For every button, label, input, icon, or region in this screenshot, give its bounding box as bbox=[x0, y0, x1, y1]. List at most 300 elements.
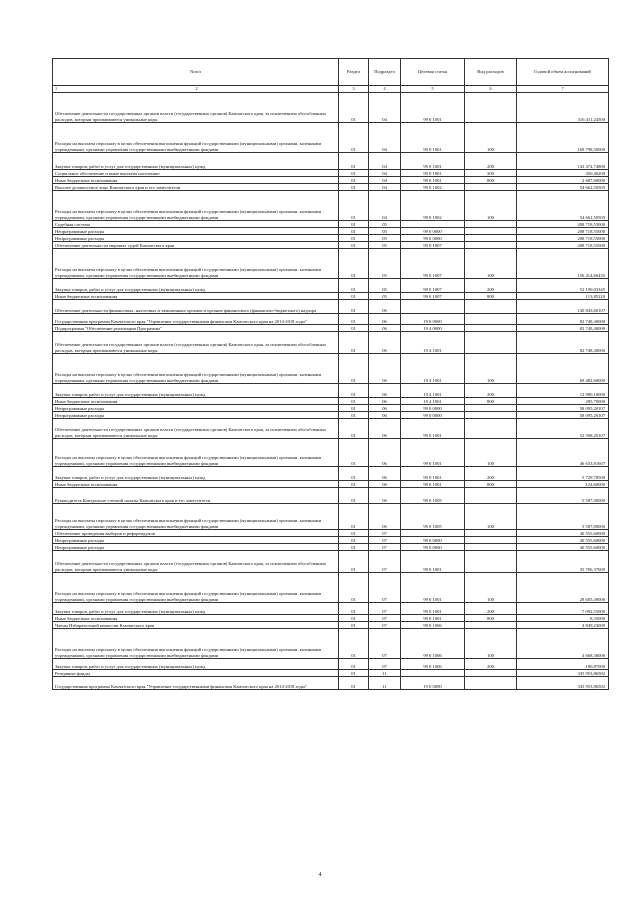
row-subsection: 07 bbox=[369, 603, 401, 615]
row-subsection: 06 bbox=[369, 354, 401, 384]
row-name: Иные бюджетные ассигнования bbox=[53, 398, 339, 405]
row-amount: 143 474,74800 bbox=[517, 153, 609, 170]
row-amount: 335 953,86582 bbox=[517, 677, 609, 690]
header-target-article: Целевая статья bbox=[401, 59, 465, 86]
row-name: Расходы на выплаты персоналу в целях обеспечения выполнения функций государственными (муниципальными) органами, казенными учреждениями, органами управления государственными внебюджетными фондами bbox=[53, 629, 339, 659]
row-subsection: 06 bbox=[369, 325, 401, 332]
row-section: 01 bbox=[339, 398, 369, 405]
row-expense-type: 100 bbox=[465, 191, 517, 221]
row-amount: 28 605,49000 bbox=[517, 573, 609, 603]
row-target-article: 99 0 1002 bbox=[401, 184, 465, 191]
row-amount: 52 508,20107 bbox=[517, 419, 609, 439]
row-subsection: 11 bbox=[369, 670, 401, 677]
index-cell: 1 2 bbox=[53, 86, 339, 93]
budget-table bbox=[52, 58, 609, 690]
table-row bbox=[53, 279, 609, 293]
row-subsection: 06 bbox=[369, 467, 401, 481]
row-target-article: 99 0 1001 bbox=[401, 615, 465, 622]
row-section: 01 bbox=[339, 235, 369, 242]
row-subsection: 04 bbox=[369, 177, 401, 184]
table-row bbox=[53, 354, 609, 384]
row-name: Расходы на выплаты персоналу в целях обеспечения выполнения функций государственными (муниципальными) органами, казенными учреждениями, органами управления государственными внебюджетными фондами bbox=[53, 123, 339, 153]
index-cell: 6 bbox=[465, 86, 517, 93]
table-row bbox=[53, 405, 609, 412]
row-section: 01 bbox=[339, 279, 369, 293]
row-amount: 113,85220 bbox=[517, 293, 609, 300]
row-name: Расходы на выплаты персоналу в целях обеспечения выполнения функций государственными (муниципальными) органами, казенными учреждениями, органами управления государственными внебюджетными фондами bbox=[53, 354, 339, 384]
table-row bbox=[53, 191, 609, 221]
row-target-article: 99 0 1001 bbox=[401, 481, 465, 488]
row-section: 01 bbox=[339, 249, 369, 279]
table-row bbox=[53, 332, 609, 354]
row-amount: 12 980,10000 bbox=[517, 384, 609, 398]
row-name: Члены Избирательной комиссии Камчатского края bbox=[53, 622, 339, 629]
row-amount: 46 633,81607 bbox=[517, 439, 609, 467]
row-section: 01 bbox=[339, 622, 369, 629]
row-name: Обеспечение деятельности финансовых, налоговых и таможенных органов и органов финансового (финансово-бюджетного) надзора bbox=[53, 300, 339, 314]
row-target-article: 99 0 1001 bbox=[401, 603, 465, 615]
row-subsection: 07 bbox=[369, 544, 401, 551]
table-row bbox=[53, 573, 609, 603]
row-target-article: 99 0 1001 bbox=[401, 93, 465, 123]
row-name: Закупка товаров, работ и услуг для государственных (муниципальных) нужд bbox=[53, 153, 339, 170]
row-amount: 40 555,60000 bbox=[517, 530, 609, 537]
row-name: Обеспечение деятельности государственных органов власти (государственных органов) Камчатского края, за исключением обособленных расходов, которым присваиваются уникальные коды bbox=[53, 419, 339, 439]
row-expense-type: 100 bbox=[465, 354, 517, 384]
row-amount: 208 718,55000 bbox=[517, 235, 609, 242]
row-section: 01 bbox=[339, 300, 369, 314]
table-row bbox=[53, 249, 609, 279]
row-name: Закупка товаров, работ и услуг для государственных (муниципальных) нужд bbox=[53, 384, 339, 398]
table-row bbox=[53, 439, 609, 467]
row-name: Закупка товаров, работ и услуг для государственных (муниципальных) нужд bbox=[53, 659, 339, 670]
row-subsection: 06 bbox=[369, 332, 401, 354]
row-section: 01 bbox=[339, 629, 369, 659]
row-expense-type bbox=[465, 235, 517, 242]
row-name: Подпрограмма "Обеспечение реализации Программы" bbox=[53, 325, 339, 332]
row-expense-type: 800 bbox=[465, 615, 517, 622]
row-expense-type bbox=[465, 544, 517, 551]
row-amount: 180,87000 bbox=[517, 659, 609, 670]
row-name: Закупка товаров, работ и услуг для государственных (муниципальных) нужд bbox=[53, 467, 339, 481]
row-name: Непрограммные расходы bbox=[53, 235, 339, 242]
row-section: 01 bbox=[339, 405, 369, 412]
row-name: Непрограммные расходы bbox=[53, 412, 339, 419]
row-amount: 58 095,20107 bbox=[517, 405, 609, 412]
row-amount: 5 729,78500 bbox=[517, 467, 609, 481]
row-expense-type bbox=[465, 551, 517, 573]
row-subsection: 06 bbox=[369, 398, 401, 405]
row-section: 01 bbox=[339, 504, 369, 530]
row-name: Расходы на выплаты персоналу в целях обеспечения выполнения функций государственными (муниципальными) органами, казенными учреждениями, органами управления государственными внебюджетными фондами bbox=[53, 249, 339, 279]
row-target-article: 99 0 0000 bbox=[401, 537, 465, 544]
row-target-article: 99 0 1005 bbox=[401, 488, 465, 504]
row-section: 01 bbox=[339, 488, 369, 504]
table-row bbox=[53, 177, 609, 184]
table-row bbox=[53, 293, 609, 300]
table-row bbox=[53, 412, 609, 419]
row-target-article: 19 4 1001 bbox=[401, 354, 465, 384]
header-section: Раздел bbox=[339, 59, 369, 86]
row-target-article: 99 0 1001 bbox=[401, 551, 465, 573]
row-target-article: 19 0 0000 bbox=[401, 677, 465, 690]
table-row bbox=[53, 93, 609, 123]
row-expense-type bbox=[465, 93, 517, 123]
row-expense-type: 200 bbox=[465, 603, 517, 615]
table-row bbox=[53, 384, 609, 398]
row-amount: 285,70000 bbox=[517, 398, 609, 405]
row-name: Непрограммные расходы bbox=[53, 537, 339, 544]
row-target-article: 99 0 1001 bbox=[401, 439, 465, 467]
row-subsection: 04 bbox=[369, 184, 401, 191]
row-expense-type bbox=[465, 419, 517, 439]
row-section: 01 bbox=[339, 544, 369, 551]
row-amount: 156 414,66435 bbox=[517, 249, 609, 279]
row-target-article: 19 4 1001 bbox=[401, 398, 465, 405]
row-name: Закупка товаров, работ и услуг для государственных (муниципальных) нужд bbox=[53, 603, 339, 615]
row-name: Непрограммные расходы bbox=[53, 544, 339, 551]
row-target-article: 19 4 0000 bbox=[401, 325, 465, 332]
row-name: Непрограммные расходы bbox=[53, 228, 339, 235]
table-row bbox=[53, 629, 609, 659]
row-section: 01 bbox=[339, 332, 369, 354]
row-target-article: 99 0 1005 bbox=[401, 504, 465, 530]
table-row bbox=[53, 603, 609, 615]
table-row bbox=[53, 537, 609, 544]
row-expense-type bbox=[465, 488, 517, 504]
row-name: Расходы на выплаты персоналу в целях обеспечения выполнения функций государственными (муниципальными) органами, казенными учреждениями, органами управления государственными внебюджетными фондами bbox=[53, 191, 339, 221]
row-section: 01 bbox=[339, 670, 369, 677]
table-row bbox=[53, 481, 609, 488]
row-subsection: 07 bbox=[369, 629, 401, 659]
row-subsection: 05 bbox=[369, 221, 401, 228]
header-name: №п/п bbox=[53, 59, 339, 86]
table-row bbox=[53, 228, 609, 235]
row-section: 01 bbox=[339, 153, 369, 170]
row-expense-type bbox=[465, 221, 517, 228]
row-section: 01 bbox=[339, 412, 369, 419]
row-target-article: 99 0 1002 bbox=[401, 191, 465, 221]
row-amount: 40 555,60000 bbox=[517, 537, 609, 544]
table-row bbox=[53, 622, 609, 629]
row-subsection: 06 bbox=[369, 300, 401, 314]
row-subsection: 06 bbox=[369, 488, 401, 504]
row-section: 01 bbox=[339, 573, 369, 603]
row-amount: 69 482,60000 bbox=[517, 354, 609, 384]
row-subsection: 05 bbox=[369, 293, 401, 300]
row-section: 01 bbox=[339, 177, 369, 184]
row-target-article: 99 0 0000 bbox=[401, 544, 465, 551]
row-target-article: 99 0 1001 bbox=[401, 123, 465, 153]
table-row bbox=[53, 235, 609, 242]
row-subsection: 04 bbox=[369, 191, 401, 221]
header-expense-type: Вид расходов bbox=[465, 59, 517, 86]
row-amount: 208 718,55000 bbox=[517, 221, 609, 228]
table-row bbox=[53, 314, 609, 325]
table-row bbox=[53, 153, 609, 170]
row-name: Резервные фонды bbox=[53, 670, 339, 677]
row-subsection: 06 bbox=[369, 481, 401, 488]
row-target-article: 99 0 1006 bbox=[401, 659, 465, 670]
row-subsection: 07 bbox=[369, 551, 401, 573]
row-expense-type bbox=[465, 242, 517, 249]
table-row bbox=[53, 504, 609, 530]
row-amount: 140 843,60107 bbox=[517, 300, 609, 314]
row-expense-type bbox=[465, 314, 517, 325]
row-target-article: 99 0 0000 bbox=[401, 412, 465, 419]
row-amount: 58 095,20107 bbox=[517, 412, 609, 419]
row-amount: 4 849,23000 bbox=[517, 622, 609, 629]
row-expense-type: 100 bbox=[465, 573, 517, 603]
row-section: 01 bbox=[339, 184, 369, 191]
row-section: 01 bbox=[339, 314, 369, 325]
row-expense-type: 100 bbox=[465, 439, 517, 467]
table-row bbox=[53, 170, 609, 177]
row-expense-type: 800 bbox=[465, 293, 517, 300]
row-amount: 208 718,55000 bbox=[517, 228, 609, 235]
index-cell: 4 bbox=[369, 86, 401, 93]
row-target-article: 19 0 0000 bbox=[401, 314, 465, 325]
row-expense-type bbox=[465, 622, 517, 629]
row-target-article bbox=[401, 300, 465, 314]
row-name: Государственная программа Камчатского края "Управление государственными финансами Камчатского края на 2014-2018 годы" bbox=[53, 677, 339, 690]
table-row bbox=[53, 221, 609, 228]
row-expense-type bbox=[465, 228, 517, 235]
row-subsection: 06 bbox=[369, 384, 401, 398]
row-name: Расходы на выплаты персоналу в целях обеспечения выполнения функций государственными (муниципальными) органами, казенными учреждениями, органами управления государственными внебюджетными фондами bbox=[53, 504, 339, 530]
row-name: Высшее должностное лицо Камчатского края и его заместители bbox=[53, 184, 339, 191]
row-subsection: 07 bbox=[369, 659, 401, 670]
row-expense-type bbox=[465, 530, 517, 537]
row-amount: 5 587,00000 bbox=[517, 488, 609, 504]
row-expense-type bbox=[465, 300, 517, 314]
row-section: 01 bbox=[339, 354, 369, 384]
row-subsection: 06 bbox=[369, 405, 401, 412]
table-row bbox=[53, 467, 609, 481]
index-cell: 5 bbox=[401, 86, 465, 93]
row-expense-type: 100 bbox=[465, 249, 517, 279]
row-name: Расходы на выплаты персоналу в целях обеспечения выполнения функций государственными (муниципальными) органами, казенными учреждениями, органами управления государственными внебюджетными фондами bbox=[53, 439, 339, 467]
row-target-article: 99 0 1007 bbox=[401, 279, 465, 293]
row-target-article: 99 0 1001 bbox=[401, 177, 465, 184]
index-cell: 3 bbox=[339, 86, 369, 93]
row-target-article: 99 0 1001 bbox=[401, 573, 465, 603]
table-row bbox=[53, 300, 609, 314]
row-subsection: 05 bbox=[369, 279, 401, 293]
row-amount: 7 092,55000 bbox=[517, 603, 609, 615]
header-subsection: Подраздел bbox=[369, 59, 401, 86]
row-amount: 4 668,36000 bbox=[517, 629, 609, 659]
row-section: 01 bbox=[339, 659, 369, 670]
row-name: Обеспечение деятельности государственных органов власти (государственных органов) Камчатского края, за исключением обособленных расходов, которым присваиваются уникальные коды bbox=[53, 93, 339, 123]
table-row bbox=[53, 419, 609, 439]
row-expense-type bbox=[465, 332, 517, 354]
row-expense-type: 100 bbox=[465, 504, 517, 530]
row-target-article: 99 0 0000 bbox=[401, 405, 465, 412]
row-expense-type: 300 bbox=[465, 170, 517, 177]
row-section: 01 bbox=[339, 293, 369, 300]
row-amount: 169 798,50000 bbox=[517, 123, 609, 153]
row-name: Руководитель Контрольно-счетной палаты Камчатского края и его заместители bbox=[53, 488, 339, 504]
row-amount: 82 748,40000 bbox=[517, 325, 609, 332]
row-name: Государственная программа Камчатского края "Управление государственными финансами Камчатского края на 2014-2018 годы" bbox=[53, 314, 339, 325]
row-expense-type bbox=[465, 670, 517, 677]
row-target-article bbox=[401, 670, 465, 677]
row-section: 01 bbox=[339, 481, 369, 488]
row-amount: 52 190,03345 bbox=[517, 279, 609, 293]
row-subsection: 07 bbox=[369, 573, 401, 603]
row-section: 01 bbox=[339, 439, 369, 467]
row-amount: 124,60000 bbox=[517, 481, 609, 488]
row-expense-type: 200 bbox=[465, 153, 517, 170]
table-row bbox=[53, 659, 609, 670]
table-row bbox=[53, 615, 609, 622]
table-row bbox=[53, 184, 609, 191]
row-amount: 35 706,37000 bbox=[517, 551, 609, 573]
row-expense-type bbox=[465, 677, 517, 690]
row-expense-type bbox=[465, 412, 517, 419]
row-subsection: 05 bbox=[369, 249, 401, 279]
row-target-article: 19 4 1001 bbox=[401, 384, 465, 398]
row-name: Иные бюджетные ассигнования bbox=[53, 481, 339, 488]
row-subsection: 06 bbox=[369, 419, 401, 439]
row-amount: 82 748,40000 bbox=[517, 314, 609, 325]
row-section: 01 bbox=[339, 530, 369, 537]
row-expense-type: 100 bbox=[465, 629, 517, 659]
row-amount: 54 662,50505 bbox=[517, 184, 609, 191]
row-amount: 40 555,60000 bbox=[517, 544, 609, 551]
row-section: 01 bbox=[339, 170, 369, 177]
row-name: Обеспечение деятельности государственных органов власти (государственных органов) Камчатского края, за исключением обособленных расходов, которым присваиваются уникальные коды bbox=[53, 332, 339, 354]
row-target-article bbox=[401, 530, 465, 537]
row-subsection: 05 bbox=[369, 242, 401, 249]
row-target-article: 99 0 1001 bbox=[401, 467, 465, 481]
row-section: 01 bbox=[339, 615, 369, 622]
row-name: Иные бюджетные ассигнования bbox=[53, 615, 339, 622]
row-subsection: 05 bbox=[369, 235, 401, 242]
row-target-article: 99 0 1001 bbox=[401, 419, 465, 439]
row-name: Расходы на выплаты персоналу в целях обеспечения выполнения функций государственными (муниципальными) органами, казенными учреждениями, органами управления государственными внебюджетными фондами bbox=[53, 573, 339, 603]
row-target-article: 99 0 1007 bbox=[401, 242, 465, 249]
row-section: 01 bbox=[339, 221, 369, 228]
row-name: Обеспечение деятельности мировых судей Камчатского края bbox=[53, 242, 339, 249]
row-name: Обеспечение деятельности государственных органов власти (государственных органов) Камчатского края, за исключением обособленных расходов, которым присваиваются уникальные коды bbox=[53, 551, 339, 573]
row-section: 01 bbox=[339, 603, 369, 615]
row-name: Социальное обеспечение и иные выплаты населению bbox=[53, 170, 339, 177]
row-subsection: 07 bbox=[369, 537, 401, 544]
row-name: Судебная система bbox=[53, 221, 339, 228]
row-amount: 8,33000 bbox=[517, 615, 609, 622]
row-amount: 5 587,00000 bbox=[517, 504, 609, 530]
row-section: 01 bbox=[339, 467, 369, 481]
row-name: Иные бюджетные ассигнования bbox=[53, 293, 339, 300]
row-name: Закупка товаров, работ и услуг для государственных (муниципальных) нужд bbox=[53, 279, 339, 293]
row-subsection: 04 bbox=[369, 153, 401, 170]
row-amount: 82 748,40000 bbox=[517, 332, 609, 354]
row-name: Непрограммные расходы bbox=[53, 405, 339, 412]
row-section: 01 bbox=[339, 419, 369, 439]
row-section: 01 bbox=[339, 191, 369, 221]
table-row bbox=[53, 398, 609, 405]
row-expense-type: 200 bbox=[465, 659, 517, 670]
page-number: 4 bbox=[318, 872, 322, 878]
index-cell: 7 bbox=[517, 86, 609, 93]
table-row bbox=[53, 242, 609, 249]
row-target-article: 99 0 0000 bbox=[401, 228, 465, 235]
row-expense-type: 200 bbox=[465, 384, 517, 398]
row-amount: 450,40200 bbox=[517, 170, 609, 177]
row-expense-type bbox=[465, 325, 517, 332]
row-target-article: 99 0 1007 bbox=[401, 249, 465, 279]
row-section: 01 bbox=[339, 677, 369, 690]
row-subsection: 04 bbox=[369, 123, 401, 153]
row-amount: 2 687,60000 bbox=[517, 177, 609, 184]
row-expense-type: 100 bbox=[465, 123, 517, 153]
row-expense-type bbox=[465, 184, 517, 191]
row-subsection: 07 bbox=[369, 622, 401, 629]
row-subsection: 07 bbox=[369, 615, 401, 622]
row-subsection: 05 bbox=[369, 228, 401, 235]
table-row bbox=[53, 677, 609, 690]
row-expense-type: 200 bbox=[465, 279, 517, 293]
row-name: Иные бюджетные ассигнования bbox=[53, 177, 339, 184]
row-subsection: 06 bbox=[369, 314, 401, 325]
row-target-article: 99 0 0000 bbox=[401, 235, 465, 242]
row-target-article bbox=[401, 221, 465, 228]
row-subsection: 11 bbox=[369, 677, 401, 690]
row-target-article: 99 0 1001 bbox=[401, 170, 465, 177]
table-row bbox=[53, 530, 609, 537]
row-target-article: 99 0 1007 bbox=[401, 293, 465, 300]
row-name: Обеспечение проведения выборов и референдумов bbox=[53, 530, 339, 537]
row-expense-type bbox=[465, 405, 517, 412]
row-section: 01 bbox=[339, 93, 369, 123]
row-section: 01 bbox=[339, 537, 369, 544]
table-row bbox=[53, 325, 609, 332]
row-target-article: 99 0 1006 bbox=[401, 622, 465, 629]
row-expense-type bbox=[465, 537, 517, 544]
table-row bbox=[53, 488, 609, 504]
row-section: 01 bbox=[339, 384, 369, 398]
row-target-article: 19 4 1001 bbox=[401, 332, 465, 354]
header-annual-amount: Годовой объем ассигнований bbox=[517, 59, 609, 86]
row-expense-type: 800 bbox=[465, 177, 517, 184]
document-page bbox=[52, 58, 608, 690]
row-section: 01 bbox=[339, 325, 369, 332]
row-subsection: 06 bbox=[369, 439, 401, 467]
row-section: 01 bbox=[339, 123, 369, 153]
row-amount: 54 662,50505 bbox=[517, 191, 609, 221]
table-row bbox=[53, 123, 609, 153]
row-amount: 335 953,86582 bbox=[517, 670, 609, 677]
row-subsection: 04 bbox=[369, 93, 401, 123]
row-subsection: 07 bbox=[369, 530, 401, 537]
header-row bbox=[53, 59, 609, 86]
row-section: 01 bbox=[339, 551, 369, 573]
table-row bbox=[53, 670, 609, 677]
row-section: 01 bbox=[339, 242, 369, 249]
row-target-article: 99 0 1006 bbox=[401, 629, 465, 659]
row-subsection: 06 bbox=[369, 412, 401, 419]
row-expense-type: 800 bbox=[465, 398, 517, 405]
index-row bbox=[53, 86, 609, 93]
row-expense-type: 800 bbox=[465, 481, 517, 488]
row-subsection: 06 bbox=[369, 504, 401, 530]
table-row bbox=[53, 544, 609, 551]
table-row bbox=[53, 551, 609, 573]
row-subsection: 04 bbox=[369, 170, 401, 177]
row-target-article: 99 0 1001 bbox=[401, 153, 465, 170]
